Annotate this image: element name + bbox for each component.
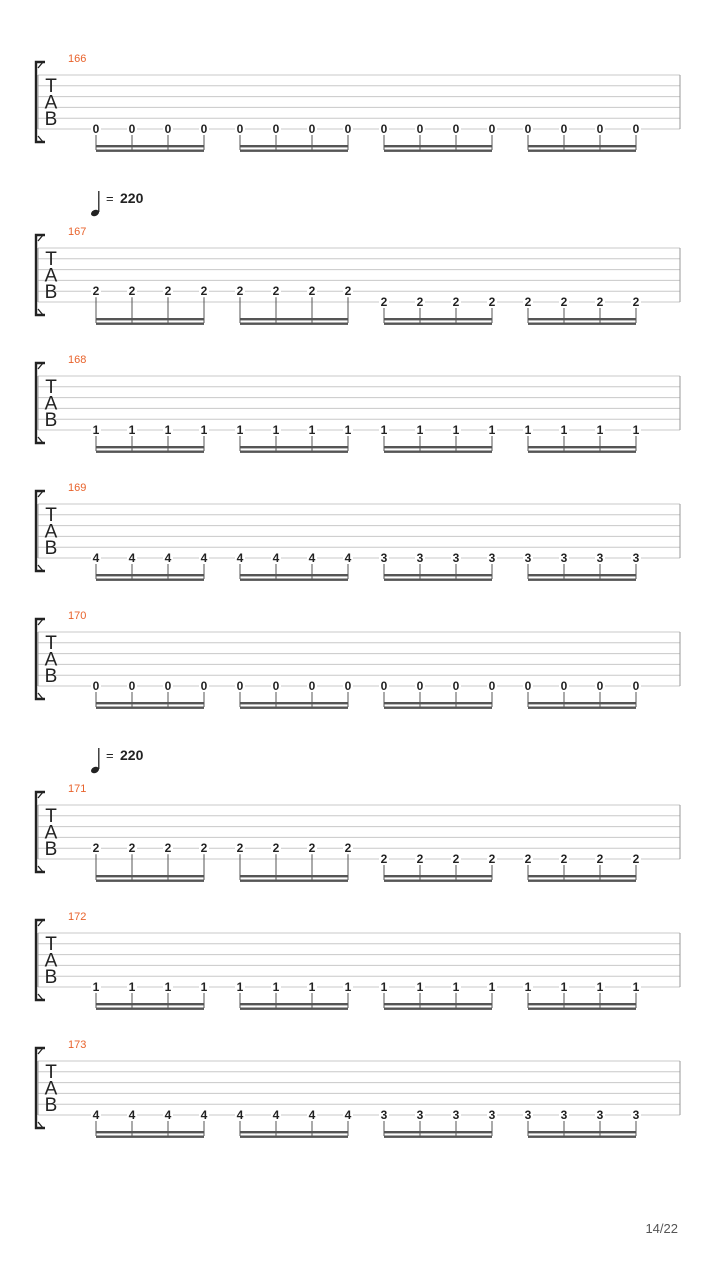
fret-number: 3	[452, 1108, 460, 1122]
page-number: 14/22	[645, 1221, 678, 1236]
beam-secondary	[240, 150, 348, 152]
fret-number: 3	[416, 1108, 424, 1122]
tempo-equals: =	[106, 748, 114, 763]
tab-clef-letter: T	[45, 633, 57, 654]
tab-clef-letter: A	[44, 265, 58, 287]
fret-number: 4	[344, 1108, 352, 1122]
beam-secondary	[96, 707, 204, 709]
beam-primary	[528, 875, 636, 877]
fret-number: 3	[416, 551, 424, 565]
fret-number: 0	[452, 679, 460, 693]
fret-number: 0	[524, 679, 532, 693]
fret-number: 1	[272, 423, 280, 437]
fret-number: 3	[596, 551, 604, 565]
fret-number: 4	[308, 1108, 316, 1122]
fret-number: 3	[452, 551, 460, 565]
fret-number: 0	[488, 122, 496, 136]
fret-number: 4	[200, 1108, 208, 1122]
beam-primary	[96, 702, 204, 704]
beam-secondary	[528, 1008, 636, 1010]
fret-number: 1	[488, 980, 496, 994]
fret-number: 1	[200, 980, 208, 994]
fret-number: 0	[524, 122, 532, 136]
fret-number: 2	[200, 841, 208, 856]
beam-secondary	[528, 880, 636, 882]
fret-number: 0	[344, 679, 352, 693]
fret-number: 4	[272, 1108, 280, 1122]
fret-number: 4	[164, 1108, 172, 1122]
beam-secondary	[528, 451, 636, 453]
system-bracket	[36, 363, 45, 443]
fret-number: 2	[488, 852, 496, 866]
fret-number: 2	[272, 841, 280, 856]
tab-clef-letter: T	[45, 1062, 57, 1083]
tab-system	[36, 610, 680, 709]
beam-secondary	[240, 579, 348, 581]
fret-number: 2	[128, 284, 136, 299]
fret-number: 4	[164, 551, 172, 565]
fret-number: 0	[416, 679, 424, 693]
tab-clef-letter: T	[45, 249, 57, 270]
beam-primary	[528, 1131, 636, 1133]
fret-number: 1	[92, 423, 100, 437]
beam-primary	[96, 446, 204, 448]
fret-number: 0	[632, 679, 640, 693]
fret-number: 2	[452, 295, 460, 309]
fret-number: 1	[344, 423, 352, 437]
fret-number: 1	[632, 980, 640, 994]
system-bracket	[36, 62, 45, 142]
beam-secondary	[384, 323, 492, 325]
system-bracket	[36, 235, 45, 315]
beam-primary	[96, 145, 204, 147]
system-bracket	[36, 1048, 45, 1128]
beam-primary	[528, 318, 636, 320]
fret-number: 0	[236, 679, 244, 693]
beam-primary	[384, 145, 492, 147]
beam-secondary	[384, 579, 492, 581]
fret-number: 2	[92, 841, 100, 856]
fret-number: 0	[596, 122, 604, 136]
measure-number: 170	[68, 610, 87, 622]
tab-clef-letter: T	[45, 76, 57, 97]
fret-number: 1	[452, 423, 460, 437]
fret-number: 1	[380, 980, 388, 994]
beam-primary	[384, 1131, 492, 1133]
fret-number: 1	[236, 423, 244, 437]
beam-primary	[528, 702, 636, 704]
beam-secondary	[528, 1136, 636, 1138]
tempo-bpm: 220	[120, 747, 144, 763]
fret-number: 1	[164, 980, 172, 994]
fret-number: 3	[560, 551, 568, 565]
fret-number: 0	[488, 679, 496, 693]
beam-secondary	[240, 880, 348, 882]
beam-secondary	[384, 880, 492, 882]
fret-number: 0	[128, 122, 136, 136]
beam-secondary	[240, 1136, 348, 1138]
tab-clef-letter: A	[44, 521, 58, 543]
beam-secondary	[240, 451, 348, 453]
fret-number: 4	[308, 551, 316, 565]
fret-number: 2	[632, 852, 640, 866]
fret-number: 4	[128, 551, 136, 565]
tab-clef-letter: B	[44, 282, 58, 303]
fret-number: 4	[128, 1108, 136, 1122]
fret-number: 1	[236, 980, 244, 994]
tempo-marking	[90, 190, 144, 217]
fret-number: 1	[416, 423, 424, 437]
beam-secondary	[384, 1136, 492, 1138]
fret-number: 0	[200, 679, 208, 693]
tab-clef-letter: B	[44, 839, 58, 860]
fret-number: 0	[272, 122, 280, 136]
beam-primary	[528, 446, 636, 448]
beam-secondary	[96, 1008, 204, 1010]
fret-number: 0	[272, 679, 280, 693]
fret-number: 1	[416, 980, 424, 994]
fret-number: 0	[380, 679, 388, 693]
fret-number: 0	[380, 122, 388, 136]
fret-number: 0	[164, 679, 172, 693]
fret-number: 1	[380, 423, 388, 437]
beam-secondary	[384, 1008, 492, 1010]
beam-secondary	[240, 323, 348, 325]
tab-clef-letter: B	[44, 1095, 58, 1116]
fret-number: 3	[488, 1108, 496, 1122]
fret-number: 2	[308, 841, 316, 856]
fret-number: 4	[344, 551, 352, 565]
tab-clef-letter: B	[44, 109, 58, 130]
tab-system	[36, 1039, 680, 1138]
beam-primary	[384, 574, 492, 576]
tab-clef-letter: A	[44, 950, 58, 972]
beam-primary	[384, 1003, 492, 1005]
fret-number: 3	[380, 551, 388, 565]
system-bracket	[36, 619, 45, 699]
fret-number: 2	[380, 852, 388, 866]
fret-number: 2	[560, 852, 568, 866]
beam-primary	[96, 318, 204, 320]
fret-number: 2	[164, 841, 172, 856]
fret-number: 3	[632, 551, 640, 565]
fret-number: 2	[524, 295, 532, 309]
fret-number: 2	[128, 841, 136, 856]
fret-number: 1	[596, 423, 604, 437]
beam-primary	[240, 318, 348, 320]
measure-number: 171	[68, 783, 87, 795]
tab-system	[36, 354, 680, 453]
beam-primary	[240, 145, 348, 147]
fret-number: 0	[560, 679, 568, 693]
beam-primary	[240, 574, 348, 576]
beam-secondary	[96, 880, 204, 882]
fret-number: 3	[596, 1108, 604, 1122]
fret-number: 0	[164, 122, 172, 136]
beam-primary	[528, 1003, 636, 1005]
system-bracket	[36, 491, 45, 571]
beam-secondary	[528, 579, 636, 581]
fret-number: 0	[416, 122, 424, 136]
beam-primary	[528, 574, 636, 576]
measure-number: 166	[68, 53, 87, 65]
fret-number: 3	[560, 1108, 568, 1122]
beam-secondary	[528, 707, 636, 709]
fret-number: 2	[344, 841, 352, 856]
beam-secondary	[384, 451, 492, 453]
fret-number: 0	[200, 122, 208, 136]
fret-number: 0	[632, 122, 640, 136]
fret-number: 1	[200, 423, 208, 437]
tab-system	[36, 190, 680, 325]
fret-number: 2	[452, 852, 460, 866]
beam-secondary	[528, 150, 636, 152]
fret-number: 0	[596, 679, 604, 693]
tab-system	[36, 911, 680, 1010]
beam-secondary	[384, 707, 492, 709]
measure-number: 167	[68, 226, 87, 238]
tempo-equals: =	[106, 191, 114, 206]
fret-number: 0	[308, 679, 316, 693]
fret-number: 2	[560, 295, 568, 309]
fret-number: 1	[308, 980, 316, 994]
fret-number: 1	[128, 423, 136, 437]
tempo-bpm: 220	[120, 190, 144, 206]
fret-number: 4	[92, 551, 100, 565]
fret-number: 4	[92, 1108, 100, 1122]
fret-number: 2	[200, 284, 208, 299]
beam-secondary	[528, 323, 636, 325]
tab-clef-letter: A	[44, 393, 58, 415]
beam-secondary	[240, 1008, 348, 1010]
fret-number: 0	[236, 122, 244, 136]
fret-number: 1	[560, 423, 568, 437]
fret-number: 2	[308, 284, 316, 299]
fret-number: 4	[236, 1108, 244, 1122]
tab-clef-letter: T	[45, 377, 57, 398]
beam-secondary	[96, 323, 204, 325]
fret-number: 2	[236, 284, 244, 299]
fret-number: 2	[380, 295, 388, 309]
fret-number: 0	[560, 122, 568, 136]
fret-number: 0	[452, 122, 460, 136]
beam-secondary	[240, 707, 348, 709]
beam-primary	[96, 1003, 204, 1005]
tab-clef-letter: A	[44, 649, 58, 671]
fret-number: 1	[524, 980, 532, 994]
beam-primary	[240, 702, 348, 704]
tab-clef-letter: T	[45, 806, 57, 827]
measure-number: 172	[68, 911, 87, 923]
fret-number: 1	[524, 423, 532, 437]
tab-system	[36, 53, 680, 152]
fret-number: 3	[632, 1108, 640, 1122]
fret-number: 0	[308, 122, 316, 136]
fret-number: 2	[344, 284, 352, 299]
fret-number: 4	[272, 551, 280, 565]
beam-primary	[528, 145, 636, 147]
beam-primary	[240, 446, 348, 448]
tab-clef-letter: A	[44, 1078, 58, 1100]
fret-number: 2	[272, 284, 280, 299]
fret-number: 1	[344, 980, 352, 994]
fret-number: 1	[92, 980, 100, 994]
tab-clef-letter: T	[45, 505, 57, 526]
tab-system	[36, 482, 680, 581]
fret-number: 0	[92, 679, 100, 693]
tab-clef-letter: A	[44, 822, 58, 844]
beam-primary	[384, 702, 492, 704]
tab-clef-letter: B	[44, 666, 58, 687]
fret-number: 1	[308, 423, 316, 437]
fret-number: 4	[200, 551, 208, 565]
fret-number: 1	[596, 980, 604, 994]
fret-number: 1	[560, 980, 568, 994]
tab-clef-letter: A	[44, 92, 58, 114]
beam-primary	[96, 875, 204, 877]
fret-number: 2	[164, 284, 172, 299]
fret-number: 2	[416, 852, 424, 866]
beam-primary	[384, 318, 492, 320]
fret-number: 2	[596, 295, 604, 309]
fret-number: 2	[92, 284, 100, 299]
beam-primary	[96, 1131, 204, 1133]
measure-number: 173	[68, 1039, 87, 1051]
system-bracket	[36, 920, 45, 1000]
fret-number: 4	[236, 551, 244, 565]
fret-number: 3	[524, 1108, 532, 1122]
measure-number: 168	[68, 354, 87, 366]
beam-primary	[384, 446, 492, 448]
tab-system	[36, 747, 680, 882]
beam-secondary	[96, 451, 204, 453]
fret-number: 2	[632, 295, 640, 309]
fret-number: 1	[632, 423, 640, 437]
beam-primary	[240, 1003, 348, 1005]
beam-secondary	[96, 1136, 204, 1138]
tab-clef-letter: B	[44, 538, 58, 559]
tab-clef-letter: T	[45, 934, 57, 955]
beam-primary	[240, 1131, 348, 1133]
tab-clef-letter: B	[44, 967, 58, 988]
fret-number: 2	[596, 852, 604, 866]
beam-secondary	[384, 150, 492, 152]
fret-number: 0	[92, 122, 100, 136]
fret-number: 3	[488, 551, 496, 565]
beam-secondary	[96, 150, 204, 152]
fret-number: 1	[488, 423, 496, 437]
fret-number: 2	[236, 841, 244, 856]
fret-number: 0	[344, 122, 352, 136]
fret-number: 1	[164, 423, 172, 437]
fret-number: 2	[416, 295, 424, 309]
beam-primary	[96, 574, 204, 576]
fret-number: 0	[128, 679, 136, 693]
fret-number: 2	[488, 295, 496, 309]
fret-number: 1	[452, 980, 460, 994]
fret-number: 2	[524, 852, 532, 866]
fret-number: 3	[524, 551, 532, 565]
beam-secondary	[96, 579, 204, 581]
fret-number: 1	[272, 980, 280, 994]
beam-primary	[240, 875, 348, 877]
measure-number: 169	[68, 482, 87, 494]
fret-number: 3	[380, 1108, 388, 1122]
tab-clef-letter: B	[44, 410, 58, 431]
system-bracket	[36, 792, 45, 872]
beam-primary	[384, 875, 492, 877]
tempo-marking	[90, 747, 144, 774]
fret-number: 1	[128, 980, 136, 994]
